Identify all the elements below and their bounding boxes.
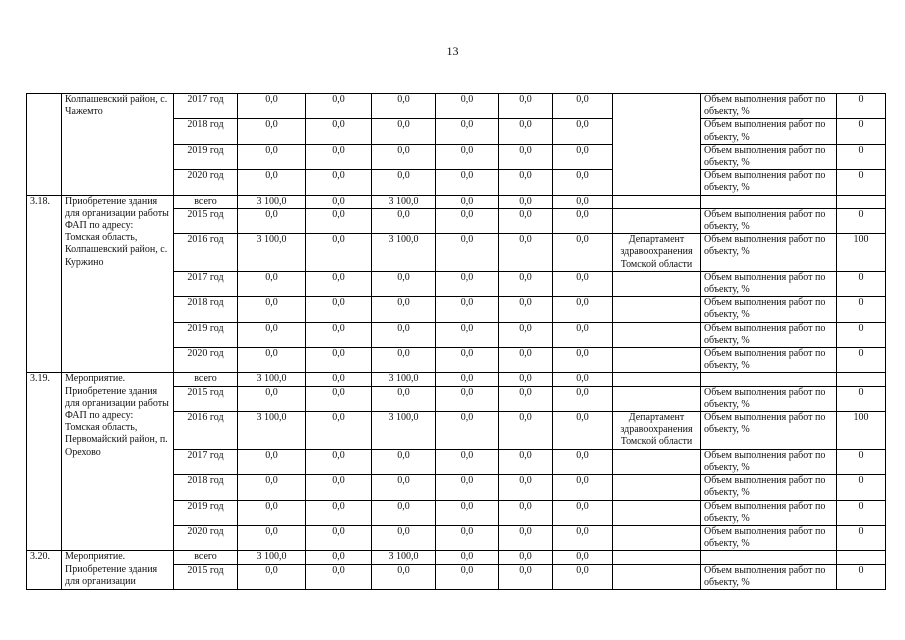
indicator-name-cell: Объем выполнения работ по объекту, %: [701, 297, 837, 322]
value-cell: 0,0: [553, 170, 613, 195]
year-cell: 2019 год: [174, 500, 238, 525]
value-cell: 0,0: [499, 500, 553, 525]
value-cell: 0,0: [499, 475, 553, 500]
executor-cell: [613, 322, 701, 347]
value-cell: 0,0: [306, 525, 372, 550]
value-cell: 0,0: [499, 119, 553, 144]
value-cell: 0,0: [238, 449, 306, 474]
section-3-17: [27, 94, 886, 196]
indicator-value-cell: 0: [837, 322, 886, 347]
value-cell: 0,0: [553, 551, 613, 564]
year-cell: 2015 год: [174, 386, 238, 411]
executor-cell: [613, 500, 701, 525]
year-cell: 2018 год: [174, 119, 238, 144]
indicator-name-cell: Объем выполнения работ по объекту, %: [701, 449, 837, 474]
executor-cell: [613, 94, 701, 196]
value-cell: 0,0: [436, 348, 499, 373]
value-cell: 0,0: [372, 271, 436, 296]
value-cell: 0,0: [436, 271, 499, 296]
section-number-cell: [27, 94, 62, 196]
value-cell: 0,0: [306, 144, 372, 169]
value-cell: 0,0: [372, 475, 436, 500]
executor-cell: [613, 297, 701, 322]
year-cell: 2020 год: [174, 525, 238, 550]
value-cell: 3 100,0: [372, 412, 436, 450]
year-cell: 2016 год: [174, 234, 238, 272]
value-cell: 0,0: [436, 234, 499, 272]
activity-name-cell: Мероприятие. Приобретение здания для организации работы ФАП по адресу: Томская область, Первомайский район, п. Орехово: [62, 373, 174, 551]
value-cell: 0,0: [499, 322, 553, 347]
value-cell: 0,0: [372, 500, 436, 525]
indicator-name-cell: Объем выполнения работ по объекту, %: [701, 386, 837, 411]
value-cell: 0,0: [238, 297, 306, 322]
executor-cell: [613, 208, 701, 233]
indicator-name-cell: Объем выполнения работ по объекту, %: [701, 564, 837, 589]
value-cell: 0,0: [306, 412, 372, 450]
year-cell: 2019 год: [174, 322, 238, 347]
value-cell: 0,0: [553, 386, 613, 411]
value-cell: 0,0: [306, 564, 372, 589]
value-cell: 0,0: [306, 322, 372, 347]
indicator-value-cell: [837, 551, 886, 564]
value-cell: 0,0: [306, 94, 372, 119]
value-cell: 0,0: [436, 119, 499, 144]
year-cell: всего: [174, 195, 238, 208]
value-cell: 0,0: [372, 144, 436, 169]
value-cell: 0,0: [553, 119, 613, 144]
value-cell: 0,0: [436, 551, 499, 564]
indicator-name-cell: Объем выполнения работ по объекту, %: [701, 119, 837, 144]
value-cell: 0,0: [499, 449, 553, 474]
executor-cell: [613, 373, 701, 386]
value-cell: 0,0: [306, 297, 372, 322]
indicator-value-cell: 0: [837, 271, 886, 296]
indicator-name-cell: Объем выполнения работ по объекту, %: [701, 500, 837, 525]
value-cell: 3 100,0: [372, 551, 436, 564]
executor-cell: [613, 564, 701, 589]
executor-cell: [613, 449, 701, 474]
value-cell: 0,0: [499, 144, 553, 169]
value-cell: 0,0: [436, 322, 499, 347]
year-cell: 2015 год: [174, 208, 238, 233]
value-cell: 0,0: [372, 94, 436, 119]
value-cell: 0,0: [436, 170, 499, 195]
value-cell: 0,0: [553, 144, 613, 169]
indicator-name-cell: Объем выполнения работ по объекту, %: [701, 144, 837, 169]
value-cell: 0,0: [436, 94, 499, 119]
value-cell: 0,0: [372, 322, 436, 347]
indicator-value-cell: 0: [837, 170, 886, 195]
indicator-value-cell: 0: [837, 144, 886, 169]
executor-cell: [613, 348, 701, 373]
value-cell: 0,0: [436, 525, 499, 550]
value-cell: 0,0: [306, 500, 372, 525]
value-cell: 0,0: [306, 271, 372, 296]
value-cell: 0,0: [436, 373, 499, 386]
value-cell: 0,0: [372, 449, 436, 474]
value-cell: 0,0: [238, 208, 306, 233]
year-cell: всего: [174, 551, 238, 564]
value-cell: 0,0: [436, 195, 499, 208]
program-activities-table: [26, 93, 886, 590]
indicator-name-cell: Объем выполнения работ по объекту, %: [701, 525, 837, 550]
indicator-name-cell: Объем выполнения работ по объекту, %: [701, 208, 837, 233]
value-cell: 0,0: [553, 208, 613, 233]
value-cell: 3 100,0: [372, 234, 436, 272]
value-cell: 0,0: [553, 564, 613, 589]
year-cell: всего: [174, 373, 238, 386]
executor-cell: [613, 551, 701, 564]
year-cell: 2020 год: [174, 348, 238, 373]
value-cell: 0,0: [553, 412, 613, 450]
value-cell: 3 100,0: [372, 195, 436, 208]
activity-name-cell: Колпашевский район, с. Чажемто: [62, 94, 174, 196]
executor-cell: Департамент здравоохранения Томской области: [613, 234, 701, 272]
value-cell: 0,0: [238, 500, 306, 525]
value-cell: 0,0: [499, 195, 553, 208]
value-cell: 0,0: [553, 449, 613, 474]
indicator-name-cell: Объем выполнения работ по объекту, %: [701, 412, 837, 450]
executor-cell: [613, 271, 701, 296]
indicator-value-cell: 0: [837, 94, 886, 119]
section-3-19: [27, 373, 886, 551]
page-number: 13: [446, 44, 459, 58]
value-cell: 0,0: [372, 170, 436, 195]
value-cell: 0,0: [372, 525, 436, 550]
year-cell: 2019 год: [174, 144, 238, 169]
indicator-name-cell: Объем выполнения работ по объекту, %: [701, 348, 837, 373]
section-number-cell: 3.18.: [27, 195, 62, 373]
indicator-value-cell: 0: [837, 500, 886, 525]
executor-cell: [613, 475, 701, 500]
indicator-name-cell: Объем выполнения работ по объекту, %: [701, 271, 837, 296]
table-row-total: [27, 195, 886, 208]
indicator-name-cell: [701, 373, 837, 386]
table-row: [27, 94, 886, 119]
value-cell: 0,0: [238, 525, 306, 550]
value-cell: 0,0: [553, 234, 613, 272]
executor-cell: [613, 195, 701, 208]
value-cell: 0,0: [499, 271, 553, 296]
indicator-name-cell: Объем выполнения работ по объекту, %: [701, 170, 837, 195]
value-cell: 0,0: [553, 373, 613, 386]
value-cell: 0,0: [499, 412, 553, 450]
value-cell: 0,0: [499, 551, 553, 564]
value-cell: 0,0: [238, 322, 306, 347]
activity-name-cell: Приобретение здания для организации работы ФАП по адресу: Томская область, Колпашевский район, с. Куржино: [62, 195, 174, 373]
value-cell: 3 100,0: [238, 195, 306, 208]
value-cell: 3 100,0: [238, 412, 306, 450]
year-cell: 2020 год: [174, 170, 238, 195]
value-cell: 0,0: [306, 348, 372, 373]
value-cell: 0,0: [553, 322, 613, 347]
table-row-total: [27, 373, 886, 386]
value-cell: 0,0: [436, 386, 499, 411]
value-cell: 0,0: [499, 348, 553, 373]
value-cell: 0,0: [553, 271, 613, 296]
value-cell: 0,0: [238, 271, 306, 296]
executor-cell: Департамент здравоохранения Томской области: [613, 412, 701, 450]
value-cell: 0,0: [553, 297, 613, 322]
value-cell: 0,0: [436, 475, 499, 500]
indicator-value-cell: [837, 195, 886, 208]
value-cell: 0,0: [372, 208, 436, 233]
value-cell: 0,0: [238, 475, 306, 500]
value-cell: 3 100,0: [372, 373, 436, 386]
value-cell: 0,0: [553, 348, 613, 373]
indicator-value-cell: 0: [837, 348, 886, 373]
value-cell: 0,0: [372, 297, 436, 322]
indicator-name-cell: Объем выполнения работ по объекту, %: [701, 322, 837, 347]
value-cell: 0,0: [238, 94, 306, 119]
year-cell: 2017 год: [174, 94, 238, 119]
indicator-value-cell: 0: [837, 297, 886, 322]
year-cell: 2016 год: [174, 412, 238, 450]
indicator-name-cell: Объем выполнения работ по объекту, %: [701, 234, 837, 272]
value-cell: 0,0: [306, 170, 372, 195]
value-cell: 0,0: [499, 94, 553, 119]
value-cell: 0,0: [306, 386, 372, 411]
value-cell: 0,0: [238, 386, 306, 411]
value-cell: 0,0: [499, 373, 553, 386]
value-cell: 0,0: [238, 564, 306, 589]
value-cell: 3 100,0: [238, 234, 306, 272]
value-cell: 0,0: [436, 449, 499, 474]
value-cell: 0,0: [306, 551, 372, 564]
value-cell: 0,0: [372, 564, 436, 589]
indicator-name-cell: Объем выполнения работ по объекту, %: [701, 94, 837, 119]
value-cell: 0,0: [238, 119, 306, 144]
indicator-value-cell: 0: [837, 475, 886, 500]
value-cell: 0,0: [436, 297, 499, 322]
value-cell: 0,0: [238, 348, 306, 373]
indicator-name-cell: Объем выполнения работ по объекту, %: [701, 475, 837, 500]
year-cell: 2015 год: [174, 564, 238, 589]
indicator-value-cell: [837, 373, 886, 386]
value-cell: 0,0: [306, 449, 372, 474]
value-cell: 0,0: [499, 208, 553, 233]
value-cell: 0,0: [238, 144, 306, 169]
value-cell: 0,0: [436, 144, 499, 169]
value-cell: 0,0: [499, 297, 553, 322]
indicator-value-cell: 0: [837, 208, 886, 233]
section-3-20: [27, 551, 886, 590]
indicator-value-cell: 0: [837, 525, 886, 550]
value-cell: 0,0: [436, 500, 499, 525]
year-cell: 2018 год: [174, 297, 238, 322]
indicator-value-cell: 0: [837, 119, 886, 144]
value-cell: 0,0: [306, 208, 372, 233]
indicator-value-cell: 0: [837, 386, 886, 411]
value-cell: 0,0: [372, 386, 436, 411]
indicator-value-cell: 0: [837, 449, 886, 474]
value-cell: 0,0: [499, 564, 553, 589]
value-cell: 0,0: [553, 525, 613, 550]
value-cell: 0,0: [553, 475, 613, 500]
value-cell: 0,0: [306, 195, 372, 208]
value-cell: 0,0: [238, 170, 306, 195]
executor-cell: [613, 525, 701, 550]
value-cell: 0,0: [499, 234, 553, 272]
value-cell: 0,0: [306, 373, 372, 386]
indicator-name-cell: [701, 195, 837, 208]
value-cell: 0,0: [553, 94, 613, 119]
executor-cell: [613, 386, 701, 411]
activity-name-cell: Мероприятие. Приобретение здания для организации: [62, 551, 174, 590]
value-cell: 0,0: [306, 475, 372, 500]
indicator-name-cell: [701, 551, 837, 564]
value-cell: 3 100,0: [238, 373, 306, 386]
value-cell: 0,0: [499, 525, 553, 550]
year-cell: 2017 год: [174, 449, 238, 474]
table-row-total: [27, 551, 886, 564]
value-cell: 0,0: [436, 564, 499, 589]
value-cell: 0,0: [553, 500, 613, 525]
value-cell: 0,0: [372, 119, 436, 144]
section-number-cell: 3.20.: [27, 551, 62, 590]
value-cell: 3 100,0: [238, 551, 306, 564]
indicator-value-cell: 100: [837, 412, 886, 450]
indicator-value-cell: 100: [837, 234, 886, 272]
value-cell: 0,0: [372, 348, 436, 373]
section-number-cell: 3.19.: [27, 373, 62, 551]
value-cell: 0,0: [436, 208, 499, 233]
value-cell: 0,0: [499, 386, 553, 411]
value-cell: 0,0: [499, 170, 553, 195]
section-3-18: [27, 195, 886, 373]
value-cell: 0,0: [553, 195, 613, 208]
year-cell: 2017 год: [174, 271, 238, 296]
value-cell: 0,0: [306, 119, 372, 144]
indicator-value-cell: 0: [837, 564, 886, 589]
value-cell: 0,0: [306, 234, 372, 272]
year-cell: 2018 год: [174, 475, 238, 500]
value-cell: 0,0: [436, 412, 499, 450]
